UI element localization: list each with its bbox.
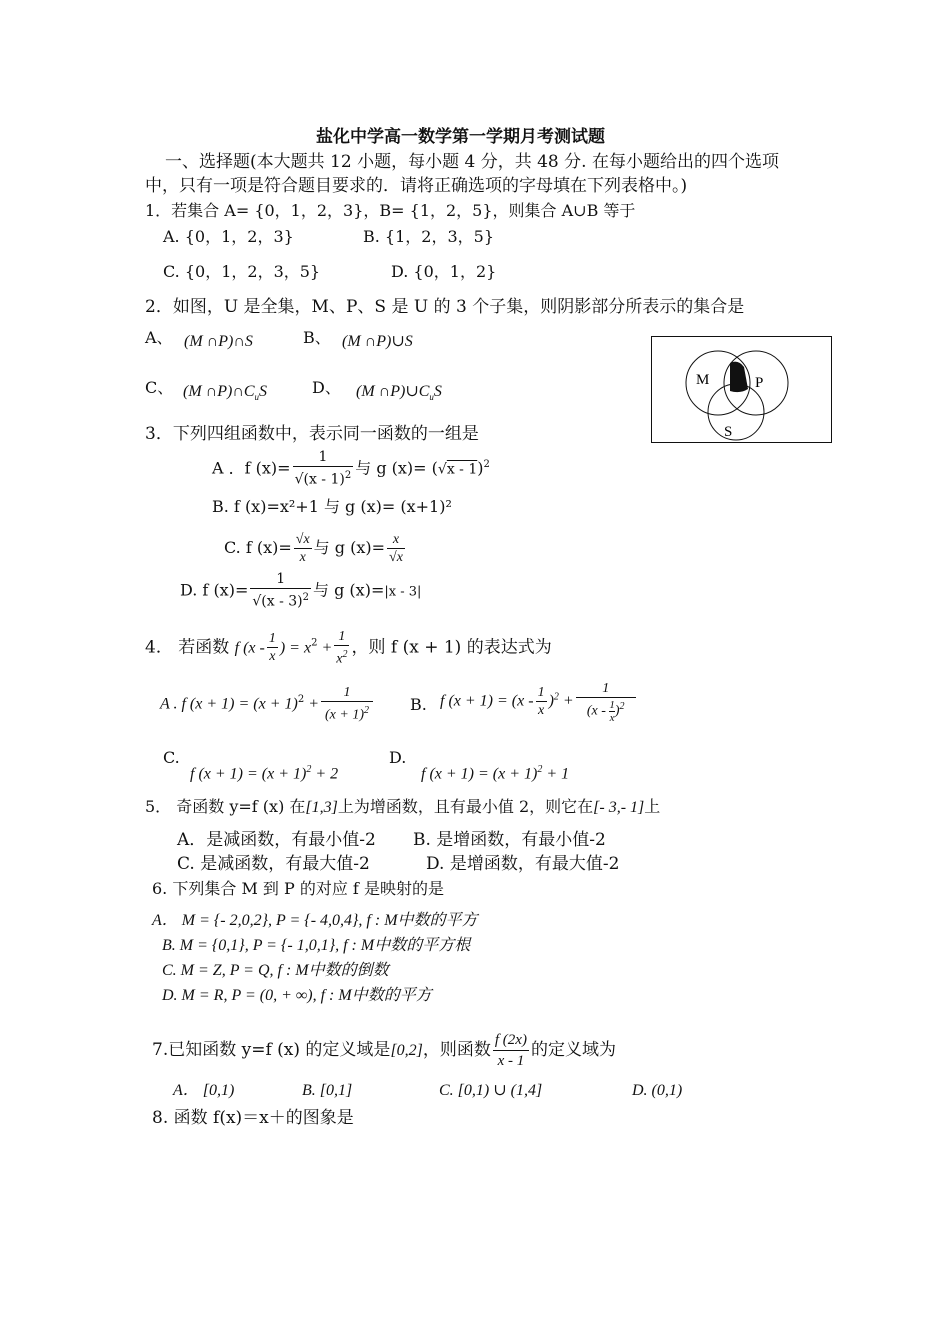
venn-label-p: P xyxy=(755,375,764,391)
q6-option-c: C. M = Z, P = Q, f : M中数的倒数 xyxy=(162,962,389,979)
q1-option-d: D. {0，1，2} xyxy=(391,262,497,281)
q1-stem: 1．若集合 A= {0，1，2，3}，B= {1，2，5}，则集合 A∪B 等于 xyxy=(145,201,636,220)
venn-diagram xyxy=(651,336,832,443)
q1-option-a: A. {0，1，2，3} xyxy=(163,227,294,246)
q3-stem: 3．下列四组函数中，表示同一函数的一组是 xyxy=(145,424,479,444)
q2-option-a: (M ∩P)∩S xyxy=(184,333,253,350)
q7-stem: 7.已知函数 y=f (x) 的定义域是[0,2]，则函数 $\frac{f (2x)}{x - 1}$ 的定义域为 xyxy=(152,1032,616,1069)
q7-option-d: D. (0,1) xyxy=(632,1082,683,1099)
q5-option-d: D. 是增函数，有最大值-2 xyxy=(426,854,620,874)
q2-option-b: (M ∩P)∪S xyxy=(342,333,413,350)
q7-option-c: C. [0,1) ∪ (1,4] xyxy=(439,1082,543,1099)
q5-option-c: C. 是减函数，有最大值-2 xyxy=(177,854,370,874)
q8-stem: 8. 函数 f(x)＝x＋的图象是 xyxy=(152,1108,354,1128)
q4-stem: 4． 若函数 f (x - $\frac{1}{x}$ ) = $x^2$ + $\frac{1}{x^2}$ ，则 f (x + 1) 的表达式为 xyxy=(145,629,552,667)
q4-option-b: f (x + 1) = (x - $\frac{1}{x}$ )$^2$ + 1 (x - $\frac{1}{x}$ )$^2$ xyxy=(440,680,638,724)
q2-option-c: (M $\cap P)\cap C_uS$ xyxy=(183,383,268,403)
q4-option-c: f $(x + 1) = (x + 1)^2 + 2$ xyxy=(190,764,339,783)
section-intro: 一、选择题(本大题共 12 小题，每小题 4 分，共 48 分. 在每小题给出的四个选项 xyxy=(165,152,779,172)
venn-circle-s xyxy=(708,384,764,440)
q6-option-b: B. M = {0,1}, P = {- 1,0,1}, f : M中数的平方根 xyxy=(162,937,471,954)
q3-option-d: D. f (x)= $\frac{1}{√(x - 3)^2}$ 与 g (x)=|x - 3| xyxy=(180,571,422,610)
q4-option-b-label: B. xyxy=(410,695,427,714)
q5-stem: 5． 奇函数 y=f (x) 在[1,3]上为增函数，且有最小值 2，则它在[- 3,- 1]上 xyxy=(145,797,661,816)
q4-option-c-label: C. xyxy=(163,748,180,767)
q6-option-a: A． M = {- 2,0,2}, P = {- 4,0,4}, f : M中数的平方 xyxy=(152,912,478,929)
q3-option-b: B. f (x)=x²+1 与 g (x)= (x+1)² xyxy=(212,497,452,516)
q2-stem: 2．如图，U 是全集，M、P、S 是 U 的 3 个子集，则阴影部分所表示的集合是 xyxy=(145,297,745,317)
q4-option-d-label: D. xyxy=(389,748,407,767)
q2-option-c-label: C、 xyxy=(145,378,174,397)
q3-option-c: C. f (x)= $\frac{√x}{x}$ 与 g (x)= $\frac{x}{√x}$ xyxy=(224,532,403,565)
venn-label-m: M xyxy=(696,372,710,388)
q1-option-c: C. {0，1，2，3，5} xyxy=(163,262,321,281)
q6-option-d: D. M = R, P = (0, + ∞), f : M中数的平方 xyxy=(162,987,432,1004)
q5-option-b: B. 是增函数，有最小值-2 xyxy=(413,830,606,850)
q6-stem: 6. 下列集合 M 到 P 的对应 f 是映射的是 xyxy=(152,879,444,898)
section-intro-cont: 中，只有一项是符合题目要求的．请将正确选项的字母填在下列表格中。) xyxy=(145,176,688,196)
q2-option-b-label: B、 xyxy=(303,328,331,347)
q3-option-a: A ．f (x)= $\frac{1}{√(x - 1)^2}$ 与 g (x)= (√x - 1)$^2$ xyxy=(212,449,490,488)
q4-option-d: f $(x + 1) = (x + 1)^2 + 1$ xyxy=(421,764,570,783)
q2-option-d: (M $\cap P)\cup C_uS$ xyxy=(356,383,442,403)
q1-option-b: B. {1，2，3，5} xyxy=(363,227,495,246)
q2-option-d-label: D、 xyxy=(312,378,341,397)
venn-label-s: S xyxy=(724,424,733,440)
q4-option-a: A . f $(x + 1) = (x + 1)^2$ + $\frac{1}{(x + 1)^2}$ xyxy=(160,684,375,724)
page-title: 盐化中学高一数学第一学期月考测试题 xyxy=(316,127,605,147)
q5-option-a: A．是减函数，有最小值-2 xyxy=(177,830,376,850)
q7-option-a: A． [0,1) xyxy=(173,1082,235,1099)
q7-option-b: B. [0,1] xyxy=(302,1082,353,1099)
q2-option-a-label: A、 xyxy=(145,328,173,347)
